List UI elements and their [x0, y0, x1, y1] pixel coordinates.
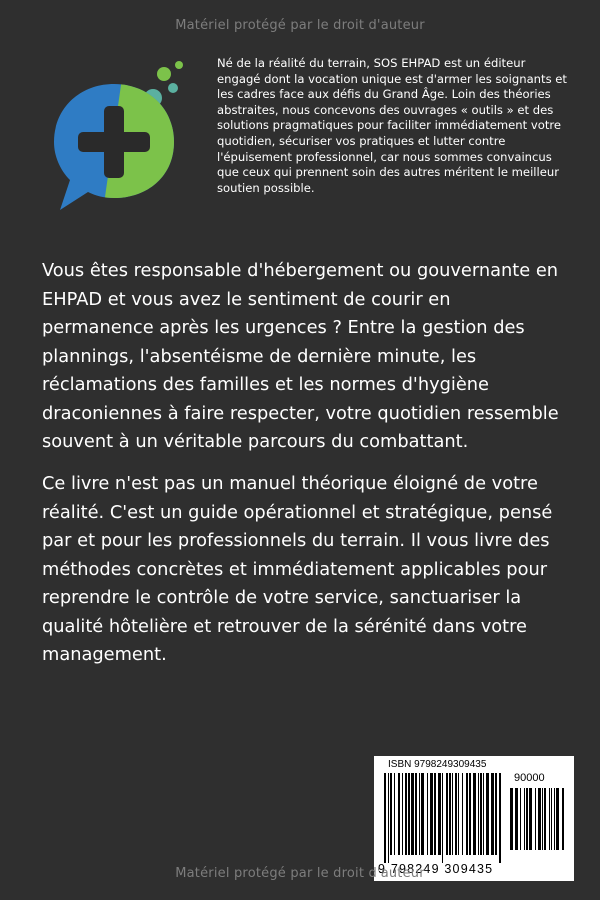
barcode-bar — [526, 788, 528, 850]
barcode-bar — [562, 788, 564, 850]
blurb-paragraph-1: Vous êtes responsable d'hébergement ou gouvernante en EHPAD et vous avez le sentiment de courir en permanence après les urgences ? Entre la gestion des plannings, l'absentéisme de dernière minute, les réclamations des familles et les normes d'hygiène draconiennes à faire respecter, votre quotidien ressemble souvent à un véritable parcours du combattant. — [42, 260, 559, 452]
publisher-description: Né de la réalité du terrain, SOS EHPAD est un éditeur engagé dont la vocation unique est d'armer les soignants et les cadres face aux défis du Grand Âge. Loin des théories abstraites, nous concevons des ouvrages « outils » et des solutions pragmatiques pour faciliter immédiatement votre quotidien, sécuriser vos pratiques et lutter contre l'épuisement professionnel, car nous sommes convaincus que ceux qui prennent soin des autres méritent le meilleur soutien possible. — [217, 56, 567, 195]
barcode-bar — [398, 773, 400, 855]
copyright-watermark-top: Matériel protégé par le droit d'auteur — [175, 18, 425, 33]
barcode-bar — [466, 773, 468, 855]
barcode-bar — [556, 788, 559, 850]
barcode-bar — [469, 773, 471, 855]
barcode-bar — [446, 773, 448, 855]
barcode-bar — [430, 773, 433, 855]
barcode-bar — [486, 773, 489, 855]
barcode-bar — [452, 773, 453, 855]
barcode-bar — [402, 773, 403, 855]
barcode-bar — [411, 773, 414, 855]
barcode-bar — [529, 788, 532, 850]
copyright-watermark-bottom: Matériel protégé par le droit d'auteur — [175, 866, 425, 881]
barcode-addon-number: 90000 — [514, 772, 545, 784]
barcode-bar — [390, 773, 392, 855]
barcode-bar — [499, 773, 501, 863]
barcode-bar — [549, 788, 550, 850]
barcode-bar — [483, 773, 484, 855]
barcode-bar — [415, 773, 417, 855]
blurb-paragraph-2: Ce livre n'est pas un manuel théorique éloigné de votre réalité. C'est un guide opérationnel et stratégique, pensé par et pour les professionnels du terrain. Il vous livre des méthodes concrètes et immédiatement applicables pour reprendre le contrôle de votre service, sanctuariser la qualité hôtelière et retrouver de la sérénité dans votre management. — [42, 473, 553, 665]
barcode-bar — [455, 773, 457, 855]
barcode-digits: 9 798249 309435 — [378, 862, 494, 876]
barcode-bar — [542, 788, 543, 850]
barcode-bar — [554, 788, 555, 850]
barcode-bar — [478, 773, 479, 855]
barcode-bar — [458, 773, 459, 855]
barcode-bar — [388, 773, 389, 863]
barcode-bar — [419, 773, 420, 855]
barcode-bar — [438, 773, 441, 855]
barcode-bar — [449, 773, 451, 855]
barcode-bar — [520, 788, 521, 850]
barcode-bar — [394, 773, 395, 855]
barcode-bar — [480, 773, 482, 855]
barcode-bar — [384, 773, 386, 863]
speech-bubble-plus-icon — [52, 58, 187, 213]
barcode-bar — [442, 773, 443, 863]
barcode-bar — [544, 788, 546, 850]
barcode-bar — [535, 788, 536, 850]
isbn-barcode — [374, 756, 574, 881]
barcode-bar — [510, 788, 513, 850]
barcode-bar — [495, 773, 497, 855]
barcode-bar — [434, 773, 436, 855]
barcode-bar — [491, 773, 494, 855]
barcode-bar — [427, 773, 428, 855]
isbn-label: ISBN 9798249309435 — [388, 759, 487, 770]
barcode-bar — [408, 773, 410, 855]
barcode-bar — [473, 773, 476, 855]
ean13-barcode-bars — [382, 773, 504, 863]
barcode-bar — [405, 773, 407, 855]
addon-barcode-bars — [508, 788, 568, 858]
barcode-bar — [538, 788, 541, 850]
barcode-bar — [515, 788, 518, 850]
barcode-bar — [524, 788, 525, 850]
barcode-bar — [421, 773, 424, 855]
barcode-bar — [551, 788, 552, 850]
barcode-bar — [462, 773, 463, 855]
